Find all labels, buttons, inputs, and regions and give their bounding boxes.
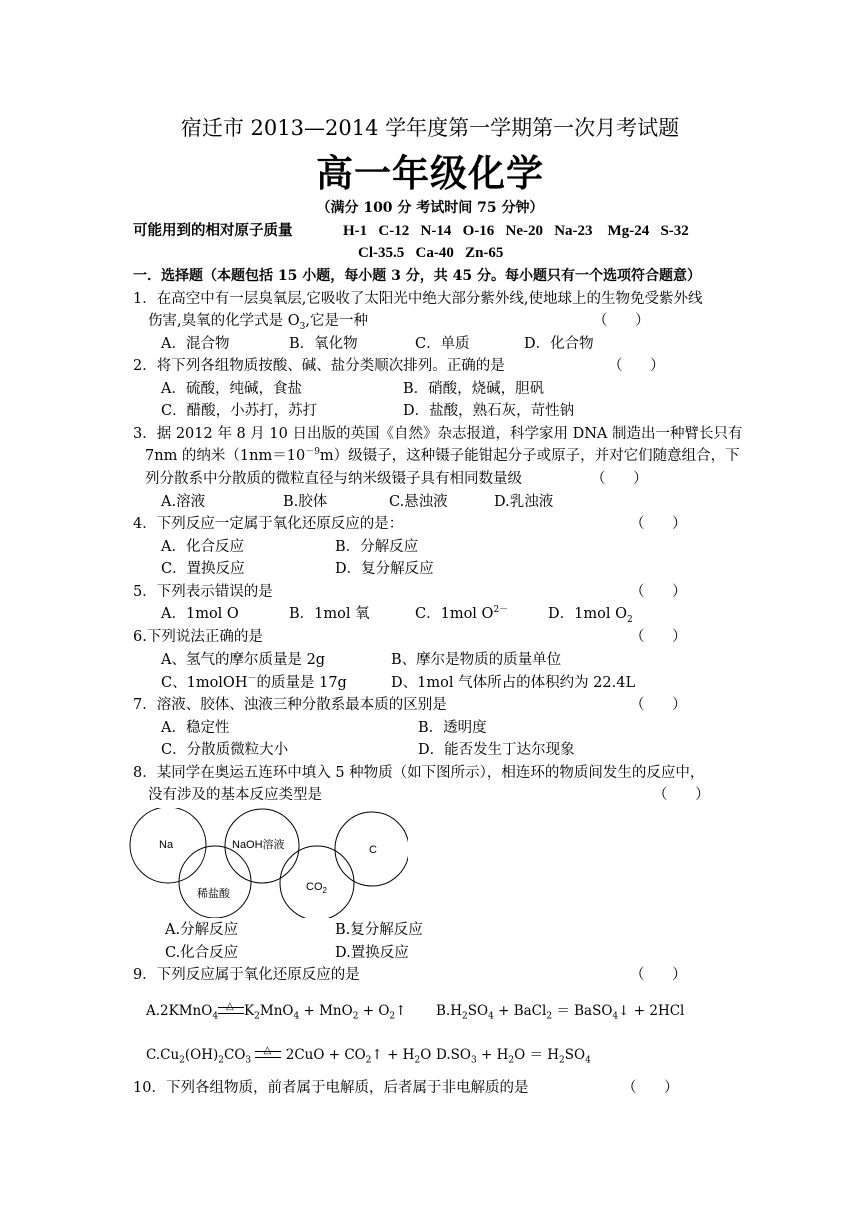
q9-option-a: A.2KMnO$_4$ △ $K_2MnO_4 + MnO_2$ + $O_2↑$	[146, 1000, 407, 1022]
q1-stem-line2: 伤害,臭氧的化学式是 $O_3$,它是一种	[148, 313, 368, 332]
q6-answer-blank: （ ）	[630, 629, 687, 645]
q6-option-b: B、摩尔是物质的质量单位	[391, 652, 562, 668]
q7-answer-blank: （ ）	[630, 697, 687, 713]
q5-option-b: B．1mol 氧	[289, 606, 370, 622]
q8-option-d: D.置换反应	[335, 945, 409, 961]
q3-option-c: C.悬浊液	[389, 494, 448, 510]
q5-option-c: C．1mol $O^{2-}$	[415, 605, 509, 622]
q7-option-b: B．透明度	[418, 720, 487, 736]
q8-stem-line2: 没有涉及的基本反应类型是	[148, 787, 322, 803]
q10-answer-blank: （ ）	[622, 1080, 679, 1096]
ring-label-c: C	[369, 844, 377, 856]
q6-option-c: C、1molOH－的质量是 17g	[161, 674, 347, 691]
ring-hcl	[179, 846, 251, 918]
ring-label-co2: $CO_2$	[306, 881, 327, 895]
q7-option-c: C．分散质微粒大小	[161, 742, 289, 758]
q3-option-d: D.乳浊液	[494, 494, 554, 510]
atomic-mass-line1: H-1 C-12 N-14 O-16 Ne-20 Na-23 Mg-24 S-32	[343, 223, 689, 239]
q4-option-c: C．置换反应	[161, 561, 245, 577]
olympic-rings-diagram	[128, 808, 408, 918]
q8-option-c: C.化合反应	[165, 945, 239, 961]
q6-stem: 6.下列说法正确的是	[133, 629, 263, 645]
q3-answer-blank: （ ）	[591, 471, 648, 487]
q2-stem: 2．将下列各组物质按酸、碱、盐分类顺次排列。正确的是	[133, 358, 505, 374]
q1-option-b: B．氧化物	[289, 336, 358, 352]
q1-stem-line1: 1．在高空中有一层臭氧层,它吸收了太阳光中绝大部分紫外线,使地球上的生物免受紫外线	[133, 291, 703, 307]
q2-option-c: C．醋酸，小苏打，苏打	[161, 403, 318, 419]
q3-option-a: A.溶液	[161, 494, 206, 510]
atomic-mass-label: 可能用到的相对原子质量	[133, 222, 293, 239]
q10-stem: 10．下列各组物质，前者属于电解质，后者属于非电解质的是	[133, 1080, 529, 1096]
q4-answer-blank: （ ）	[630, 516, 687, 532]
q2-option-d: D．盐酸，熟石灰，苛性钠	[403, 403, 575, 419]
q6-option-d: D、1mol 气体所占的体积约为 22.4L	[391, 675, 636, 691]
q1-option-d: D．化合物	[524, 336, 594, 352]
q9-answer-blank: （ ）	[630, 967, 687, 983]
q2-option-b: B．硝酸，烧碱，胆矾	[403, 381, 545, 397]
q4-option-d: D．复分解反应	[335, 561, 434, 577]
q6-option-a: A、氢气的摩尔质量是 2g	[161, 652, 326, 668]
q9-stem: 9．下列反应属于氧化还原反应的是	[133, 967, 360, 983]
q3-stem-line2: 7nm 的纳米$(1nm=10^{-9}m)$级镊子，这种镊子能钳起分子或原子，并对它们随意组合，下	[145, 447, 740, 464]
q9-option-d: $D.SO_3 + H_2O = H_2SO_4$	[436, 1047, 591, 1066]
q4-stem: 4．下列反应一定属于氧化还原反应的是：	[133, 516, 404, 532]
q3-stem-line1: 3．据 2012 年 8 月 10 日出版的英国《自然》杂志报道，科学家用 DNA 制造出一种臂长只有	[133, 426, 743, 442]
exam-subtitle: （满分 100 分 考试时间 75 分钟）	[316, 200, 544, 216]
q7-option-a: A．稳定性	[161, 720, 230, 736]
q2-answer-blank: （ ）	[608, 358, 665, 374]
ring-label-na: Na	[159, 839, 174, 851]
q5-stem: 5．下列表示错误的是	[133, 584, 273, 600]
q4-option-a: A．化合反应	[161, 539, 244, 555]
ring-label-hcl: 稀盐酸	[197, 888, 230, 900]
q9-option-b: $B.H_2SO_4$ + BaCl$_2$ ＝ BaSO$_4$↓ + 2HCl	[436, 1003, 685, 1022]
q1-option-c: C．单质	[415, 336, 470, 352]
q7-stem: 7．溶液、胶体、浊液三种分散系最本质的区别是	[133, 697, 447, 713]
section-heading: 一．选择题（本题包括 15 小题，每小题 3 分，共 45 分。每小题只有一个选项符合题意）	[133, 268, 701, 284]
heat-arrow-icon: △	[218, 1005, 244, 1019]
q7-option-d: D．能否发生丁达尔现象	[418, 742, 575, 758]
q4-option-b: B．分解反应	[335, 539, 419, 555]
q8-option-b: B.复分解反应	[335, 922, 423, 938]
q8-option-a: A.分解反应	[165, 922, 239, 938]
atomic-mass-line2: Cl-35.5 Ca-40 Zn-65	[358, 245, 504, 261]
heat-arrow-icon: △	[255, 1049, 281, 1063]
q9-option-c: $C.Cu_2(OH)_2CO_3$ △ $2CuO + CO_2↑ + H_2O$	[146, 1044, 432, 1066]
q3-stem-line3: 列分散系中分散质的微粒直径与纳米级镊子具有相同数量级	[145, 471, 522, 487]
q1-option-a: A．混合物	[161, 336, 230, 352]
q5-option-a: A．1mol O	[161, 606, 239, 622]
q8-stem-line1: 8．某同学在奥运五连环中填入 5 种物质（如下图所示），相连环的物质间发生的反应中，	[133, 765, 705, 781]
exam-title: 宿迁市 2013—2014 学年度第一学期第一次月考试题	[180, 116, 680, 140]
q5-answer-blank: （ ）	[630, 584, 687, 600]
q3-option-b: B.胶体	[283, 494, 328, 510]
q1-answer-blank: （ ）	[593, 313, 650, 329]
q5-option-d: D．1mol $O_2$	[548, 606, 633, 625]
q8-answer-blank: （ ）	[653, 787, 710, 803]
subject-title: 高一年级化学	[316, 151, 544, 195]
ring-label-naoh: NaOH溶液	[232, 839, 285, 851]
q2-option-a: A．硫酸，纯碱，食盐	[161, 381, 302, 397]
